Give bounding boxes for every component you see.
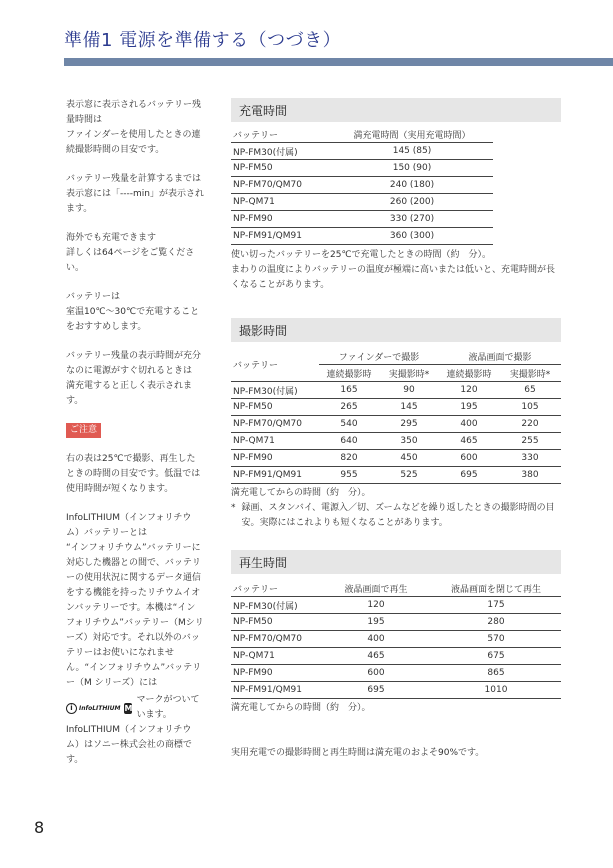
column-header: 実撮影時* xyxy=(499,365,561,382)
value-cell: 1010 xyxy=(484,685,508,695)
battery-cell: NP-FM91/QM91 xyxy=(233,231,302,241)
time-cell: 150 (90) xyxy=(392,163,432,173)
value-cell: 380 xyxy=(521,470,539,480)
value-cell: 280 xyxy=(487,617,505,627)
table-row xyxy=(231,143,493,160)
charging-table xyxy=(231,126,493,245)
playback-heading xyxy=(231,550,561,574)
sidebar-paragraph: 海外でも充電できます 詳しくは64ページをご覧ください。 xyxy=(66,233,195,273)
column-group-header: ファインダーで撮影 xyxy=(338,352,420,363)
value-cell: 600 xyxy=(460,453,478,463)
battery-cell: NP-FM90 xyxy=(233,668,273,678)
value-cell: 450 xyxy=(400,453,418,463)
value-cell: 865 xyxy=(487,668,505,678)
recording-footnote xyxy=(231,501,561,531)
value-cell: 640 xyxy=(340,436,358,446)
column-header: バッテリー xyxy=(231,580,321,597)
column-header: バッテリー xyxy=(231,126,331,143)
value-cell: 400 xyxy=(460,419,478,429)
column-header: 連続撮影時 xyxy=(319,365,379,382)
value-cell: 195 xyxy=(367,617,385,627)
value-cell: 570 xyxy=(487,634,505,644)
table-row xyxy=(231,228,493,245)
value-cell: 695 xyxy=(460,470,478,480)
value-cell: 465 xyxy=(460,436,478,446)
time-cell: 330 (270) xyxy=(389,214,435,224)
value-cell: 195 xyxy=(460,402,478,412)
value-cell: 540 xyxy=(340,419,358,429)
page-number: 8 xyxy=(34,818,45,837)
charging-heading xyxy=(231,98,561,122)
battery-cell: NP-QM71 xyxy=(233,651,275,661)
value-cell: 120 xyxy=(460,385,478,395)
battery-cell: NP-FM91/QM91 xyxy=(233,685,302,695)
table-row xyxy=(231,614,561,631)
title-bar xyxy=(64,58,613,66)
playback-note: 満充電してからの時間（約 分）。 xyxy=(231,703,371,713)
table-row xyxy=(231,682,561,699)
value-cell: 955 xyxy=(340,470,358,480)
value-cell: 295 xyxy=(400,419,418,429)
column-header: 満充電時間（実用充電時間） xyxy=(331,126,493,143)
value-cell: 525 xyxy=(400,470,418,480)
battery-cell: NP-FM70/QM70 xyxy=(233,419,302,429)
table-row xyxy=(231,597,561,614)
battery-cell: NP-FM90 xyxy=(233,214,273,224)
footnote-mark: * xyxy=(231,503,236,513)
infolithium-logo-text: InfoLITHIUM xyxy=(79,704,121,712)
value-cell: 695 xyxy=(367,685,385,695)
value-cell: 220 xyxy=(521,419,539,429)
table-row xyxy=(231,631,561,648)
battery-cell: NP-FM50 xyxy=(233,163,273,173)
table-row xyxy=(231,433,561,450)
recording-heading xyxy=(231,318,561,342)
playback-heading-text: 再生時間 xyxy=(239,556,288,570)
column-header: 液晶画面で再生 xyxy=(321,580,431,597)
column-header: バッテリー xyxy=(231,348,319,382)
infolithium-logo-caption: マークがついています。 xyxy=(136,695,200,720)
sidebar-paragraph: バッテリーは 室温10℃〜30℃で充電することをおすすめします。 xyxy=(66,292,200,332)
charging-note: 使い切ったバッテリーを25℃で充電したときの時間（約 分）。 まわりの温度によりバッテリーの温度が極端に高いまたは低いと、充電時間が長くなることがあります。 xyxy=(231,250,556,290)
value-cell: 165 xyxy=(340,385,358,395)
sidebar-paragraph: バッテリー残量を計算するまでは 表示窓には「----min」が表示されます。 xyxy=(66,174,204,214)
value-cell: 105 xyxy=(521,402,539,412)
value-cell: 330 xyxy=(521,453,539,463)
value-cell: 175 xyxy=(487,600,505,610)
battery-cell: NP-FM70/QM70 xyxy=(233,634,302,644)
sidebar-paragraph: 表示窓に表示されるバッテリー残量時間は ファインダーを使用したときの連続撮影時間の目安です。 xyxy=(66,100,202,155)
playback-table xyxy=(231,580,561,699)
value-cell: 65 xyxy=(524,385,536,395)
table-row xyxy=(231,382,561,399)
recording-table xyxy=(231,348,561,484)
table-row xyxy=(231,177,493,194)
value-cell: 675 xyxy=(487,651,505,661)
info-icon: i xyxy=(66,703,77,714)
series-m-icon: M xyxy=(124,703,133,713)
battery-cell: NP-FM30(付属) xyxy=(233,386,298,397)
column-header: 液晶画面を閉じて再生 xyxy=(431,580,561,597)
page-title-prefix: 準備1 xyxy=(64,30,113,51)
time-cell: 145 (85) xyxy=(392,146,432,156)
column-group-header: 液晶画面で撮影 xyxy=(468,352,532,363)
caution-badge: ご注意 xyxy=(66,423,101,438)
column-header: 連続撮影時 xyxy=(439,365,499,382)
value-cell: 255 xyxy=(521,436,539,446)
value-cell: 145 xyxy=(400,402,418,412)
infolithium-text: InfoLITHIUM（インフォリチウム）バッテリーとは “インフォリチウム”バッテリーに対応した機器との間で、バッテリーの使用状況に関するデータ通信をする機能を持ったリチウムイオンバッテリーです。本機は“インフォリチウム”バッテリー（Mシリーズ）対応です。それ以外のバッテリーはお使いになれません。“インフォリチウム”バッテリー（M シリーズ）には xyxy=(66,513,204,688)
sidebar-paragraph: バッテリー残量の表示時間が充分なのに電源がすぐ切れるときは 満充電すると正しく表示されます。 xyxy=(66,351,202,406)
page-title xyxy=(64,26,341,52)
table-row xyxy=(231,665,561,682)
infolithium-logo xyxy=(66,701,120,716)
table-row xyxy=(231,450,561,467)
logo-row xyxy=(66,693,204,723)
table-row xyxy=(231,648,561,665)
column-header: 実撮影時* xyxy=(379,365,439,382)
value-cell: 400 xyxy=(367,634,385,644)
battery-cell: NP-FM30(付属) xyxy=(233,601,298,612)
value-cell: 90 xyxy=(403,385,415,395)
battery-cell: NP-QM71 xyxy=(233,197,275,207)
time-cell: 260 (200) xyxy=(389,197,435,207)
battery-cell: NP-FM70/QM70 xyxy=(233,180,302,190)
time-cell: 240 (180) xyxy=(389,180,435,190)
battery-cell: NP-FM50 xyxy=(233,402,273,412)
table-row xyxy=(231,416,561,433)
sidebar xyxy=(66,98,204,782)
table-row xyxy=(231,160,493,177)
table-row xyxy=(231,194,493,211)
battery-cell: NP-QM71 xyxy=(233,436,275,446)
bottom-note: 実用充電での撮影時間と再生時間は満充電のおよそ90%です。 xyxy=(231,748,485,758)
table-row xyxy=(231,211,493,228)
battery-cell: NP-FM50 xyxy=(233,617,273,627)
trademark-text: InfoLITHIUM（インフォリチウム）はソニー株式会社の商標です。 xyxy=(66,725,192,765)
value-cell: 465 xyxy=(367,651,385,661)
value-cell: 120 xyxy=(367,600,385,610)
battery-cell: NP-FM91/QM91 xyxy=(233,470,302,480)
charging-heading-text: 充電時間 xyxy=(239,104,288,118)
footnote-text: 録画、スタンバイ、電源入／切、ズームなどを繰り返したときの撮影時間の目安。実際にはこれよりも短くなることがあります。 xyxy=(241,503,555,528)
battery-cell: NP-FM30(付属) xyxy=(233,147,298,158)
recording-heading-text: 撮影時間 xyxy=(239,324,288,338)
value-cell: 820 xyxy=(340,453,358,463)
value-cell: 350 xyxy=(400,436,418,446)
battery-cell: NP-FM90 xyxy=(233,453,273,463)
recording-note: 満充電してからの時間（約 分）。 xyxy=(231,488,371,498)
page-title-text: 電源を準備する（つづき） xyxy=(119,30,342,51)
time-cell: 360 (300) xyxy=(389,231,435,241)
caution-text: 右の表は25℃で撮影、再生したときの時間の目安です。低温では使用時間が短くなります。 xyxy=(66,454,201,494)
value-cell: 600 xyxy=(367,668,385,678)
table-row xyxy=(231,467,561,484)
value-cell: 265 xyxy=(340,402,358,412)
table-row xyxy=(231,399,561,416)
